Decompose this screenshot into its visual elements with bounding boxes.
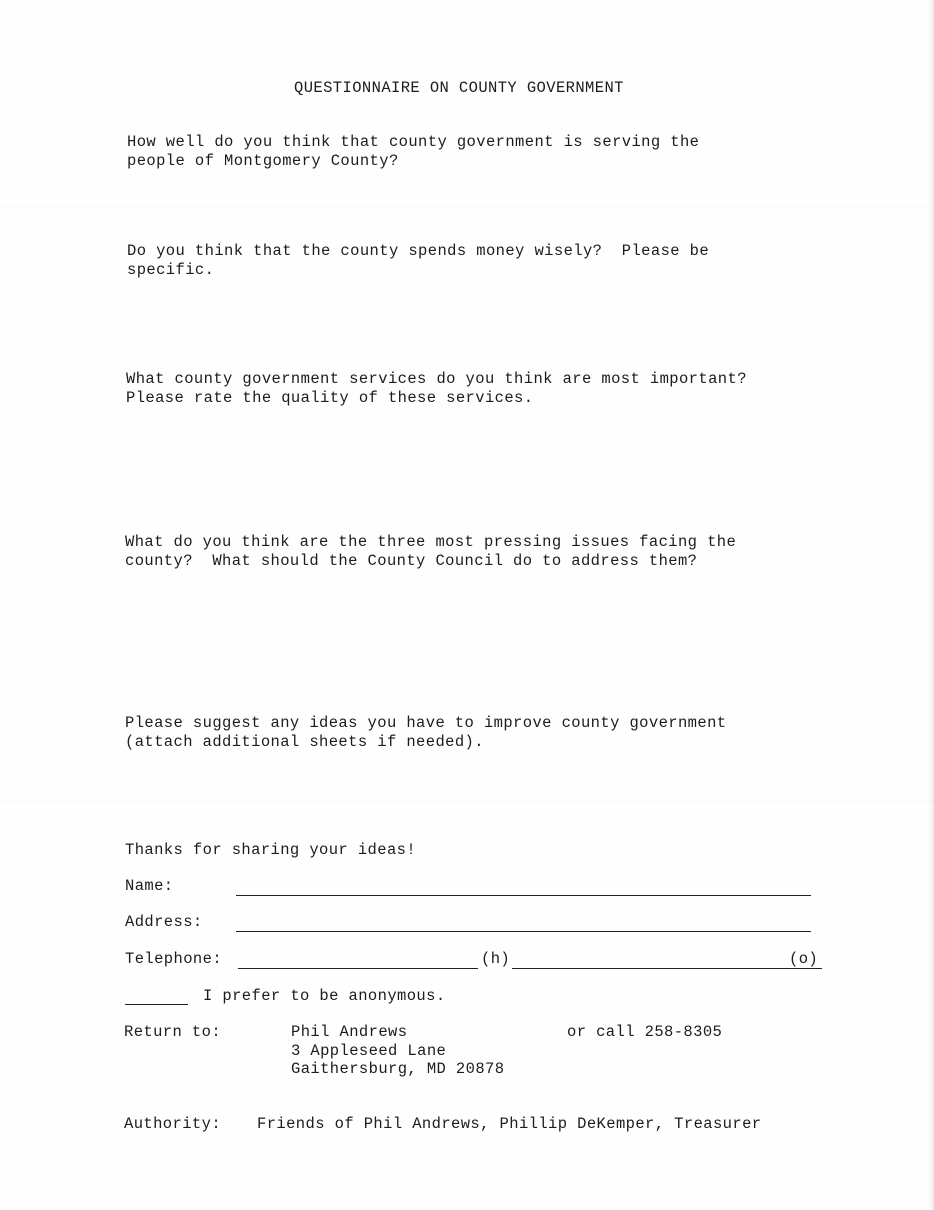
question-2-line-2: specific. [127, 261, 215, 279]
address-label: Address: [125, 913, 203, 931]
name-field[interactable] [236, 895, 811, 896]
question-5-line-2: (attach additional sheets if needed). [125, 733, 484, 751]
address-field[interactable] [236, 931, 811, 932]
return-street: 3 Appleseed Lane [291, 1042, 447, 1060]
page-title: QUESTIONNAIRE ON COUNTY GOVERNMENT [294, 79, 624, 97]
anonymous-checkbox-line[interactable] [125, 1004, 188, 1005]
question-3-line-1: What county government services do you think are most important? [126, 370, 747, 388]
paper-fold [0, 205, 934, 207]
office-phone-marker: (o) [789, 950, 819, 968]
question-4-line-1: What do you think are the three most pressing issues facing the [125, 533, 737, 551]
authority-label: Authority: [124, 1115, 222, 1133]
office-phone-field[interactable] [512, 968, 822, 969]
question-1-line-2: people of Montgomery County? [127, 152, 399, 170]
thanks-message: Thanks for sharing your ideas! [125, 841, 417, 859]
paper-fold [0, 800, 934, 802]
question-1-line-1: How well do you think that county government is serving the [127, 133, 700, 151]
anonymous-label: I prefer to be anonymous. [203, 987, 446, 1005]
name-label: Name: [125, 877, 174, 895]
return-city: Gaithersburg, MD 20878 [291, 1060, 505, 1078]
paper-edge-shadow [928, 0, 934, 1210]
question-5-line-1: Please suggest any ideas you have to improve county government [125, 714, 727, 732]
home-phone-marker: (h) [481, 950, 511, 968]
authority-text: Friends of Phil Andrews, Phillip DeKemper, Treasurer [257, 1115, 762, 1133]
telephone-label: Telephone: [125, 950, 223, 968]
question-2-line-1: Do you think that the county spends money wisely? Please be [127, 242, 710, 260]
question-4-line-2: county? What should the County Council do to address them? [125, 552, 698, 570]
home-phone-field[interactable] [238, 968, 478, 969]
question-3-line-2: Please rate the quality of these services. [126, 389, 534, 407]
return-name: Phil Andrews [291, 1023, 408, 1041]
return-to-label: Return to: [124, 1023, 222, 1041]
call-number: or call 258-8305 [567, 1023, 723, 1041]
